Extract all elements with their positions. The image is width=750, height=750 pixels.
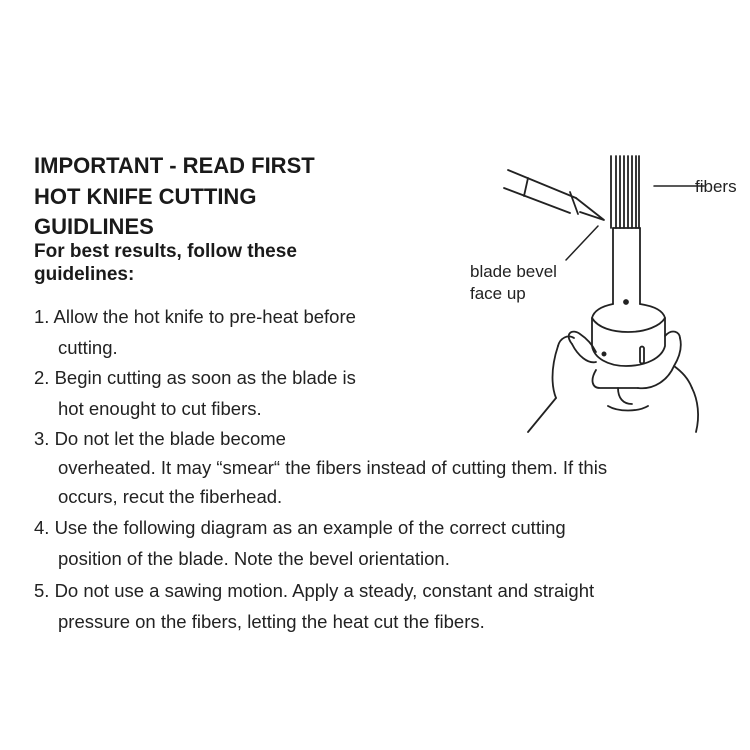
step-1-line-1: 1. Allow the hot knife to pre-heat before xyxy=(34,306,356,327)
ferrule xyxy=(592,228,665,366)
hot-knife xyxy=(504,170,604,220)
heading-line-3: GUIDLINES xyxy=(34,214,154,239)
hand xyxy=(528,332,698,432)
subheading-line-2: guidelines: xyxy=(34,264,135,285)
step-2-line-2: hot enought to cut fibers. xyxy=(58,398,262,419)
step-4-line-2: position of the blade. Note the bevel orientation. xyxy=(58,548,450,569)
step-4-line-1: 4. Use the following diagram as an example of the correct cutting xyxy=(34,517,566,538)
label-bevel-line-2: face up xyxy=(470,284,526,303)
cutting-diagram xyxy=(468,148,750,438)
bevel-pointer xyxy=(566,226,598,260)
step-3-line-1: 3. Do not let the blade become xyxy=(34,428,286,449)
step-3-line-2: overheated. It may “smear“ the fibers instead of cutting them. If this xyxy=(58,457,608,478)
step-5-line-2: pressure on the fibers, letting the heat cut the fibers. xyxy=(58,611,485,632)
step-3-line-3: occurs, recut the fiberhead. xyxy=(58,486,283,507)
step-5-line-1: 5. Do not use a sawing motion. Apply a steady, constant and straight xyxy=(34,580,595,601)
heading-line-2: HOT KNIFE CUTTING xyxy=(34,184,257,209)
heading-line-1: IMPORTANT - READ FIRST xyxy=(34,153,315,178)
label-fibers: fibers xyxy=(695,177,737,196)
step-2-line-1: 2. Begin cutting as soon as the blade is xyxy=(34,367,356,388)
step-1-line-2: cutting. xyxy=(58,337,118,358)
subheading-line-1: For best results, follow these xyxy=(34,241,297,262)
label-bevel-line-1: blade bevel xyxy=(470,262,557,281)
fiber-bundle xyxy=(611,156,639,228)
